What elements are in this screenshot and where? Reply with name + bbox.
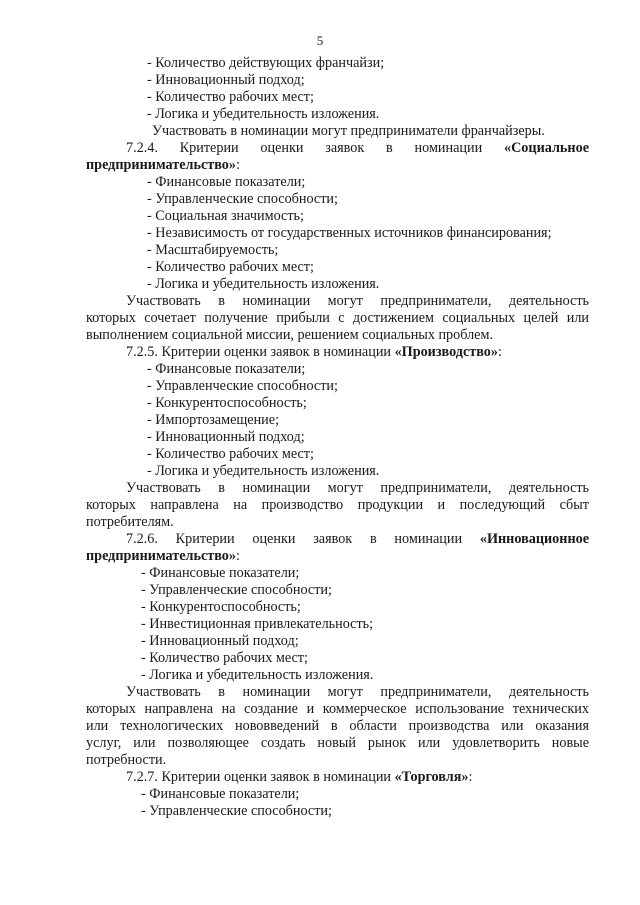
list-item: - Инновационный подход; — [147, 72, 305, 88]
list-item: - Управленческие способности; — [141, 582, 332, 598]
section-heading-social-cont — [86, 157, 589, 174]
list-item: - Импортозамещение; — [147, 412, 280, 428]
list-item: - Управленческие способности; — [141, 803, 332, 819]
page-number: 5 — [316, 33, 324, 48]
participants-paragraph-line: или технологических нововведений в области производства или оказания — [86, 718, 589, 734]
list-item: - Конкурентоспособность; — [141, 599, 301, 615]
participants-paragraph-line: которых направлена на создание и коммерческое использование технических — [86, 701, 589, 717]
section-heading-production — [86, 344, 589, 361]
list-item: - Финансовые показатели; — [141, 786, 300, 802]
list-item: - Логика и убедительность изложения. — [147, 106, 380, 122]
list-item: - Инвестиционная привлекательность; — [141, 616, 374, 632]
heading-bold: «Социальное — [503, 140, 589, 156]
heading-bold: предпринимательство» — [86, 157, 236, 173]
list-item: - Конкурентоспособность; — [147, 395, 307, 411]
participants-paragraph-line: выполнением социальной миссии, решением социальных проблем. — [86, 327, 494, 343]
list-item: - Социальная значимость; — [147, 208, 304, 224]
participants-paragraph: Участвовать в номинации могут предприниматели, деятельность — [126, 684, 589, 700]
list-item: - Количество рабочих мест; — [147, 89, 314, 105]
heading-text: 7.2.4. Критерии оценки заявок в номинации — [126, 140, 483, 156]
participants-paragraph: Участвовать в номинации могут предприниматели франчайзеры. — [152, 123, 545, 139]
list-item: - Количество рабочих мест; — [147, 259, 314, 275]
participants-paragraph-line: потребности. — [86, 752, 167, 768]
participants-paragraph-line: потребителям. — [86, 514, 174, 530]
participants-paragraph: Участвовать в номинации могут предприниматели, деятельность — [126, 480, 589, 496]
heading-text: 7.2.6. Критерии оценки заявок в номинации — [126, 531, 463, 547]
list-item: - Количество рабочих мест; — [147, 446, 314, 462]
section-heading-trade — [86, 769, 589, 786]
list-item: - Масштабируемость; — [147, 242, 279, 258]
list-item: - Независимость от государственных источников финансирования; — [147, 225, 552, 241]
heading-bold: «Торговля» — [394, 769, 469, 785]
heading-bold: «Производство» — [394, 344, 498, 360]
section-heading-social — [86, 140, 589, 157]
list-item: - Логика и убедительность изложения. — [147, 463, 380, 479]
participants-paragraph-line: услуг, или позволяющее создать новый рынок или удовлетворить новые — [86, 735, 589, 751]
list-item: - Инновационный подход; — [141, 633, 299, 649]
list-item: - Финансовые показатели; — [147, 174, 306, 190]
list-item: - Финансовые показатели; — [141, 565, 300, 581]
heading-text: 7.2.5. Критерии оценки заявок в номинации — [126, 344, 395, 360]
heading-colon: : — [235, 548, 240, 564]
list-item: - Количество действующих франчайзи; — [147, 55, 385, 71]
list-item: - Логика и убедительность изложения. — [141, 667, 374, 683]
heading-colon: : — [235, 157, 240, 173]
participants-paragraph-line: которых сочетает получение прибыли с достижением социальных целей или — [86, 310, 589, 326]
list-item: - Количество рабочих мест; — [141, 650, 308, 666]
list-item: - Логика и убедительность изложения. — [147, 276, 380, 292]
heading-colon: : — [468, 769, 473, 785]
list-item: - Управленческие способности; — [147, 378, 338, 394]
participants-paragraph: Участвовать в номинации могут предприниматели, деятельность — [126, 293, 589, 309]
heading-bold: «Инновационное — [479, 531, 589, 547]
list-item: - Инновационный подход; — [147, 429, 305, 445]
list-item: - Финансовые показатели; — [147, 361, 306, 377]
document-body — [86, 55, 589, 820]
heading-colon: : — [498, 344, 502, 360]
heading-text: 7.2.7. Критерии оценки заявок в номинации — [126, 769, 395, 785]
section-heading-innovation — [86, 531, 589, 548]
list-item: - Управленческие способности; — [147, 191, 338, 207]
heading-bold: предпринимательство» — [86, 548, 236, 564]
section-heading-innovation-cont — [86, 548, 589, 565]
participants-paragraph-line: которых направлена на производство продукции и последующий сбыт — [86, 497, 589, 513]
